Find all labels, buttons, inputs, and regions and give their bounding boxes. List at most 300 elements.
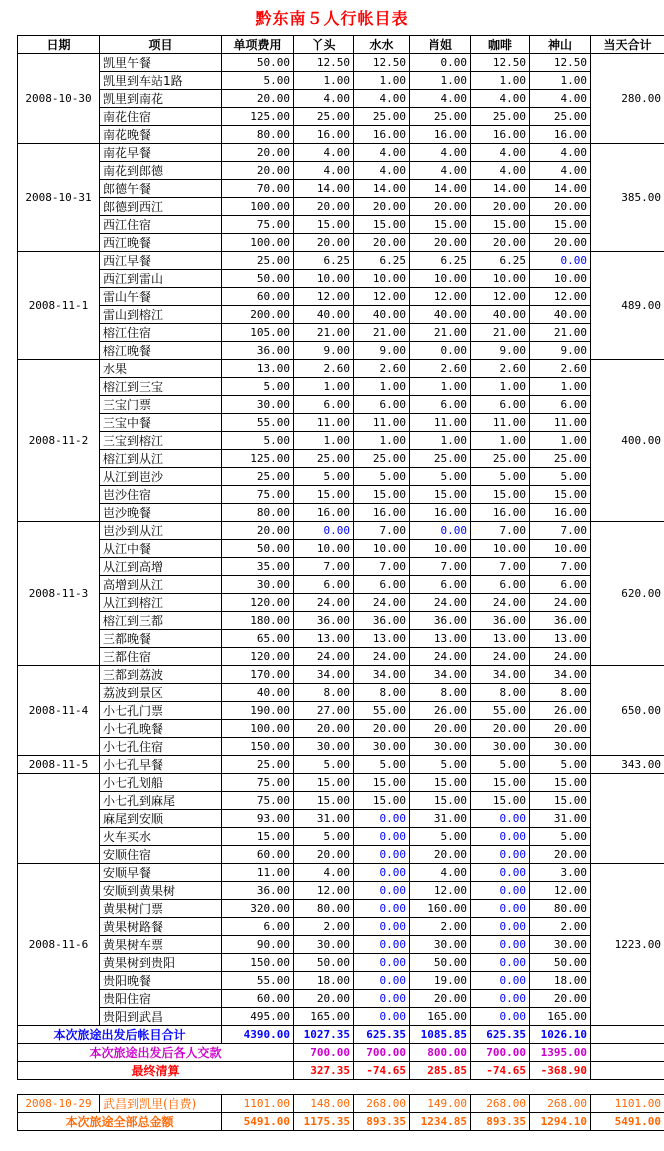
share-cell: 20.00 (294, 990, 354, 1008)
share-cell: 14.00 (294, 180, 354, 198)
share-cell: 4.00 (294, 144, 354, 162)
share-cell: 20.00 (530, 720, 591, 738)
cost-cell: 40.00 (222, 684, 294, 702)
share-cell: 8.00 (354, 684, 410, 702)
share-cell: 30.00 (471, 738, 530, 756)
share-cell: 11.00 (471, 414, 530, 432)
cost-cell: 180.00 (222, 612, 294, 630)
table-row (18, 756, 664, 774)
col-header: 丫头 (294, 36, 354, 54)
share-cell: 20.00 (471, 198, 530, 216)
share-cell: 31.00 (530, 810, 591, 828)
summary-total-row (18, 1026, 664, 1044)
cost-cell: 70.00 (222, 180, 294, 198)
share-cell: 26.00 (410, 702, 471, 720)
share-cell: 0.00 (354, 828, 410, 846)
share-cell: 4.00 (410, 162, 471, 180)
share-cell: 20.00 (410, 198, 471, 216)
share-cell: 15.00 (354, 486, 410, 504)
share-cell: 36.00 (471, 612, 530, 630)
share-cell: 20.00 (294, 198, 354, 216)
day-total-cell: 650.00 (591, 666, 664, 756)
item-cell: 黄果树路餐 (100, 918, 222, 936)
table-row (18, 954, 664, 972)
item-cell: 安顺到黄果树 (100, 882, 222, 900)
item-cell: 南花住宿 (100, 108, 222, 126)
share-cell: 12.00 (294, 882, 354, 900)
item-cell: 水果 (100, 360, 222, 378)
table-row (18, 378, 664, 396)
table-row (18, 324, 664, 342)
header-row (18, 36, 664, 54)
share-cell: 0.00 (471, 1008, 530, 1026)
share-cell: 8.00 (471, 684, 530, 702)
share-cell: 20.00 (354, 198, 410, 216)
cost-cell: 105.00 (222, 324, 294, 342)
share-cell: 16.00 (294, 126, 354, 144)
share-cell: 15.00 (471, 774, 530, 792)
share-cell: 8.00 (530, 684, 591, 702)
table-row (18, 360, 664, 378)
table-row (18, 432, 664, 450)
item-cell: 凯里午餐 (100, 54, 222, 72)
cost-cell: 170.00 (222, 666, 294, 684)
share-cell: 12.00 (471, 288, 530, 306)
share-cell: 34.00 (471, 666, 530, 684)
item-cell: 西江早餐 (100, 252, 222, 270)
summary-final-cell: -74.65 (354, 1062, 410, 1080)
share-cell: 4.00 (471, 90, 530, 108)
share-cell: 15.00 (354, 792, 410, 810)
share-cell: 0.00 (471, 918, 530, 936)
item-cell: 贵阳到武昌 (100, 1008, 222, 1026)
cost-cell: 20.00 (222, 144, 294, 162)
share-cell: 15.00 (530, 216, 591, 234)
table-row (18, 234, 664, 252)
item-cell: 从江到岜沙 (100, 468, 222, 486)
cost-cell: 50.00 (222, 54, 294, 72)
summary-paid-cell: 700.00 (294, 1044, 354, 1062)
table-row (18, 180, 664, 198)
grand-total-cell: 1294.10 (530, 1113, 591, 1131)
table-row (18, 144, 664, 162)
table-row (18, 126, 664, 144)
share-cell: 4.00 (410, 90, 471, 108)
item-cell: 黄果树门票 (100, 900, 222, 918)
share-cell: 25.00 (294, 450, 354, 468)
share-cell: 15.00 (410, 216, 471, 234)
share-cell: 0.00 (354, 1008, 410, 1026)
share-cell: 40.00 (410, 306, 471, 324)
table-row (18, 306, 664, 324)
share-cell: 9.00 (471, 342, 530, 360)
summary-final-label: 最终清算 (18, 1062, 294, 1080)
share-cell: 0.00 (354, 846, 410, 864)
share-cell: 15.00 (471, 216, 530, 234)
summary-paid-cell: 700.00 (354, 1044, 410, 1062)
share-cell: 25.00 (410, 108, 471, 126)
cost-cell: 5.00 (222, 378, 294, 396)
share-cell: 15.00 (471, 792, 530, 810)
cost-cell: 190.00 (222, 702, 294, 720)
share-cell: 9.00 (354, 342, 410, 360)
pre-trip-cell: 268.00 (354, 1095, 410, 1113)
share-cell: 27.00 (294, 702, 354, 720)
share-cell: 15.00 (530, 486, 591, 504)
spacer-row (18, 1080, 664, 1095)
summary-total-cell: 1026.10 (530, 1026, 591, 1044)
cost-cell: 120.00 (222, 594, 294, 612)
share-cell: 24.00 (410, 648, 471, 666)
empty-cell (591, 1026, 664, 1044)
grand-total-cell: 1234.85 (410, 1113, 471, 1131)
share-cell: 11.00 (410, 414, 471, 432)
share-cell: 0.00 (354, 918, 410, 936)
share-cell: 4.00 (471, 162, 530, 180)
share-cell: 0.00 (354, 864, 410, 882)
table-row (18, 540, 664, 558)
cost-cell: 75.00 (222, 216, 294, 234)
cost-cell: 60.00 (222, 990, 294, 1008)
share-cell: 2.00 (410, 918, 471, 936)
cost-cell: 36.00 (222, 882, 294, 900)
table-row (18, 558, 664, 576)
share-cell: 24.00 (410, 594, 471, 612)
cost-cell: 5.00 (222, 72, 294, 90)
summary-total-label: 本次旅途出发后帐目合计 (18, 1026, 222, 1044)
item-cell: 小七孔住宿 (100, 738, 222, 756)
share-cell: 7.00 (530, 522, 591, 540)
share-cell: 6.00 (410, 576, 471, 594)
col-header: 肖姐 (410, 36, 471, 54)
share-cell: 30.00 (530, 936, 591, 954)
date-cell: 2008-11-6 (18, 864, 100, 1026)
share-cell: 7.00 (530, 558, 591, 576)
pre-trip-cell: 149.00 (410, 1095, 471, 1113)
share-cell: 1.00 (410, 432, 471, 450)
share-cell: 36.00 (410, 612, 471, 630)
share-cell: 10.00 (471, 540, 530, 558)
grand-total-row (18, 1113, 664, 1131)
share-cell: 12.00 (410, 288, 471, 306)
share-cell: 15.00 (354, 774, 410, 792)
share-cell: 80.00 (530, 900, 591, 918)
share-cell: 0.00 (471, 864, 530, 882)
share-cell: 36.00 (530, 612, 591, 630)
share-cell: 15.00 (530, 774, 591, 792)
share-cell: 5.00 (410, 828, 471, 846)
share-cell: 15.00 (410, 792, 471, 810)
share-cell: 20.00 (530, 990, 591, 1008)
table-row (18, 684, 664, 702)
empty-cell (591, 1062, 664, 1080)
share-cell: 11.00 (294, 414, 354, 432)
share-cell: 1.00 (354, 432, 410, 450)
col-header: 项目 (100, 36, 222, 54)
share-cell: 15.00 (354, 216, 410, 234)
share-cell: 50.00 (410, 954, 471, 972)
share-cell: 10.00 (410, 540, 471, 558)
share-cell: 0.00 (471, 990, 530, 1008)
share-cell: 10.00 (354, 540, 410, 558)
col-header: 日期 (18, 36, 100, 54)
share-cell: 5.00 (354, 468, 410, 486)
item-cell: 三宝到榕江 (100, 432, 222, 450)
expense-table (17, 35, 664, 1131)
cost-cell: 5.00 (222, 432, 294, 450)
cost-cell: 100.00 (222, 234, 294, 252)
pre-trip-item: 武昌到凯里(自费) (100, 1095, 222, 1113)
share-cell: 24.00 (471, 648, 530, 666)
cost-cell: 120.00 (222, 648, 294, 666)
cost-cell: 75.00 (222, 486, 294, 504)
share-cell: 1.00 (530, 432, 591, 450)
summary-final-cell: -368.90 (530, 1062, 591, 1080)
summary-paid-cell: 1395.00 (530, 1044, 591, 1062)
table-row (18, 810, 664, 828)
summary-total-cell: 1027.35 (294, 1026, 354, 1044)
share-cell: 40.00 (471, 306, 530, 324)
share-cell: 15.00 (410, 486, 471, 504)
table-row (18, 468, 664, 486)
table-body (18, 54, 664, 1026)
share-cell: 20.00 (410, 720, 471, 738)
date-cell: 2008-11-2 (18, 360, 100, 522)
share-cell: 24.00 (354, 648, 410, 666)
cost-cell: 65.00 (222, 630, 294, 648)
share-cell: 16.00 (354, 504, 410, 522)
item-cell: 西江到雷山 (100, 270, 222, 288)
share-cell: 0.00 (471, 900, 530, 918)
share-cell: 165.00 (294, 1008, 354, 1026)
share-cell: 6.00 (354, 576, 410, 594)
cost-cell: 75.00 (222, 774, 294, 792)
cost-cell: 200.00 (222, 306, 294, 324)
cost-cell: 320.00 (222, 900, 294, 918)
share-cell: 12.50 (530, 54, 591, 72)
cost-cell: 55.00 (222, 972, 294, 990)
share-cell: 26.00 (530, 702, 591, 720)
share-cell: 5.00 (530, 468, 591, 486)
share-cell: 1.00 (294, 432, 354, 450)
share-cell: 20.00 (410, 234, 471, 252)
share-cell: 20.00 (530, 198, 591, 216)
share-cell: 24.00 (530, 594, 591, 612)
item-cell: 榕江到三都 (100, 612, 222, 630)
item-cell: 西江住宿 (100, 216, 222, 234)
share-cell: 19.00 (410, 972, 471, 990)
share-cell: 34.00 (354, 666, 410, 684)
share-cell: 24.00 (530, 648, 591, 666)
summary-final-cell: 327.35 (294, 1062, 354, 1080)
summary-final-cell: -74.65 (471, 1062, 530, 1080)
share-cell: 55.00 (354, 702, 410, 720)
day-total-cell (591, 774, 664, 864)
grand-total-cell: 1175.35 (294, 1113, 354, 1131)
item-cell: 岜沙到从江 (100, 522, 222, 540)
item-cell: 黄果树到贵阳 (100, 954, 222, 972)
date-cell: 2008-11-1 (18, 252, 100, 360)
cost-cell: 93.00 (222, 810, 294, 828)
share-cell: 15.00 (471, 486, 530, 504)
share-cell: 6.00 (471, 576, 530, 594)
date-cell: 2008-11-4 (18, 666, 100, 756)
share-cell: 16.00 (410, 504, 471, 522)
share-cell: 24.00 (294, 648, 354, 666)
share-cell: 31.00 (294, 810, 354, 828)
table-row (18, 828, 664, 846)
share-cell: 21.00 (354, 324, 410, 342)
share-cell: 0.00 (354, 954, 410, 972)
share-cell: 1.00 (530, 378, 591, 396)
share-cell: 10.00 (471, 270, 530, 288)
share-cell: 5.00 (294, 756, 354, 774)
share-cell: 0.00 (471, 954, 530, 972)
share-cell: 7.00 (471, 558, 530, 576)
share-cell: 0.00 (410, 342, 471, 360)
share-cell: 5.00 (530, 756, 591, 774)
date-cell: 2008-10-30 (18, 54, 100, 144)
share-cell: 5.00 (410, 468, 471, 486)
share-cell: 18.00 (530, 972, 591, 990)
share-cell: 0.00 (354, 972, 410, 990)
table-row (18, 270, 664, 288)
share-cell: 80.00 (294, 900, 354, 918)
share-cell: 4.00 (410, 144, 471, 162)
share-cell: 13.00 (471, 630, 530, 648)
share-cell: 20.00 (530, 234, 591, 252)
share-cell: 1.00 (410, 378, 471, 396)
share-cell: 0.00 (471, 936, 530, 954)
share-cell: 30.00 (294, 936, 354, 954)
share-cell: 165.00 (410, 1008, 471, 1026)
table-row (18, 522, 664, 540)
share-cell: 0.00 (410, 522, 471, 540)
item-cell: 三宝门票 (100, 396, 222, 414)
table-row (18, 504, 664, 522)
item-cell: 郎德午餐 (100, 180, 222, 198)
share-cell: 14.00 (410, 180, 471, 198)
share-cell: 15.00 (294, 774, 354, 792)
spacer-cell (18, 1080, 664, 1095)
cost-cell: 15.00 (222, 828, 294, 846)
table-row (18, 216, 664, 234)
summary-paid-row (18, 1044, 664, 1062)
share-cell: 16.00 (471, 504, 530, 522)
share-cell: 24.00 (471, 594, 530, 612)
pre-trip-date: 2008-10-29 (18, 1095, 100, 1113)
share-cell: 2.60 (471, 360, 530, 378)
day-total-cell: 620.00 (591, 522, 664, 666)
share-cell: 6.25 (294, 252, 354, 270)
share-cell: 20.00 (354, 720, 410, 738)
share-cell: 12.50 (354, 54, 410, 72)
share-cell: 15.00 (530, 792, 591, 810)
share-cell: 4.00 (354, 144, 410, 162)
share-cell: 4.00 (530, 162, 591, 180)
item-cell: 贵阳晚餐 (100, 972, 222, 990)
share-cell: 0.00 (354, 990, 410, 1008)
item-cell: 岜沙晚餐 (100, 504, 222, 522)
summary-paid-cell: 700.00 (471, 1044, 530, 1062)
cost-cell: 55.00 (222, 414, 294, 432)
table-row (18, 1008, 664, 1026)
item-cell: 安顺早餐 (100, 864, 222, 882)
cost-cell: 20.00 (222, 522, 294, 540)
item-cell: 小七孔门票 (100, 702, 222, 720)
date-cell (18, 774, 100, 864)
col-header: 水水 (354, 36, 410, 54)
share-cell: 25.00 (354, 450, 410, 468)
share-cell: 40.00 (294, 306, 354, 324)
share-cell: 8.00 (294, 684, 354, 702)
share-cell: 4.00 (471, 144, 530, 162)
share-cell: 36.00 (354, 612, 410, 630)
share-cell: 20.00 (471, 234, 530, 252)
share-cell: 0.00 (530, 252, 591, 270)
share-cell: 15.00 (294, 486, 354, 504)
share-cell: 12.00 (530, 882, 591, 900)
cost-cell: 13.00 (222, 360, 294, 378)
table-row (18, 792, 664, 810)
share-cell: 25.00 (410, 450, 471, 468)
share-cell: 2.60 (410, 360, 471, 378)
share-cell: 50.00 (530, 954, 591, 972)
share-cell: 6.25 (471, 252, 530, 270)
cost-cell: 75.00 (222, 792, 294, 810)
share-cell: 3.00 (530, 864, 591, 882)
share-cell: 8.00 (410, 684, 471, 702)
table-row (18, 720, 664, 738)
share-cell: 13.00 (530, 630, 591, 648)
share-cell: 12.00 (294, 288, 354, 306)
table-row (18, 54, 664, 72)
share-cell: 10.00 (354, 270, 410, 288)
cost-cell: 60.00 (222, 288, 294, 306)
summary-total-cell: 1085.85 (410, 1026, 471, 1044)
share-cell: 10.00 (530, 540, 591, 558)
share-cell: 7.00 (294, 558, 354, 576)
share-cell: 14.00 (354, 180, 410, 198)
share-cell: 4.00 (294, 864, 354, 882)
item-cell: 从江中餐 (100, 540, 222, 558)
table-row (18, 864, 664, 882)
share-cell: 16.00 (530, 504, 591, 522)
share-cell: 6.00 (530, 396, 591, 414)
cost-cell: 125.00 (222, 450, 294, 468)
share-cell: 0.00 (471, 846, 530, 864)
share-cell: 0.00 (471, 828, 530, 846)
share-cell: 13.00 (354, 630, 410, 648)
share-cell: 20.00 (410, 990, 471, 1008)
table-row (18, 198, 664, 216)
date-cell: 2008-11-5 (18, 756, 100, 774)
share-cell: 1.00 (294, 378, 354, 396)
share-cell: 1.00 (354, 72, 410, 90)
share-cell: 7.00 (471, 522, 530, 540)
share-cell: 0.00 (294, 522, 354, 540)
share-cell: 7.00 (354, 522, 410, 540)
share-cell: 25.00 (354, 108, 410, 126)
share-cell: 30.00 (294, 738, 354, 756)
cost-cell: 150.00 (222, 738, 294, 756)
share-cell: 6.00 (410, 396, 471, 414)
pre-trip-cell: 268.00 (471, 1095, 530, 1113)
share-cell: 30.00 (530, 738, 591, 756)
item-cell: 小七孔到麻尾 (100, 792, 222, 810)
share-cell: 2.00 (530, 918, 591, 936)
share-cell: 40.00 (354, 306, 410, 324)
